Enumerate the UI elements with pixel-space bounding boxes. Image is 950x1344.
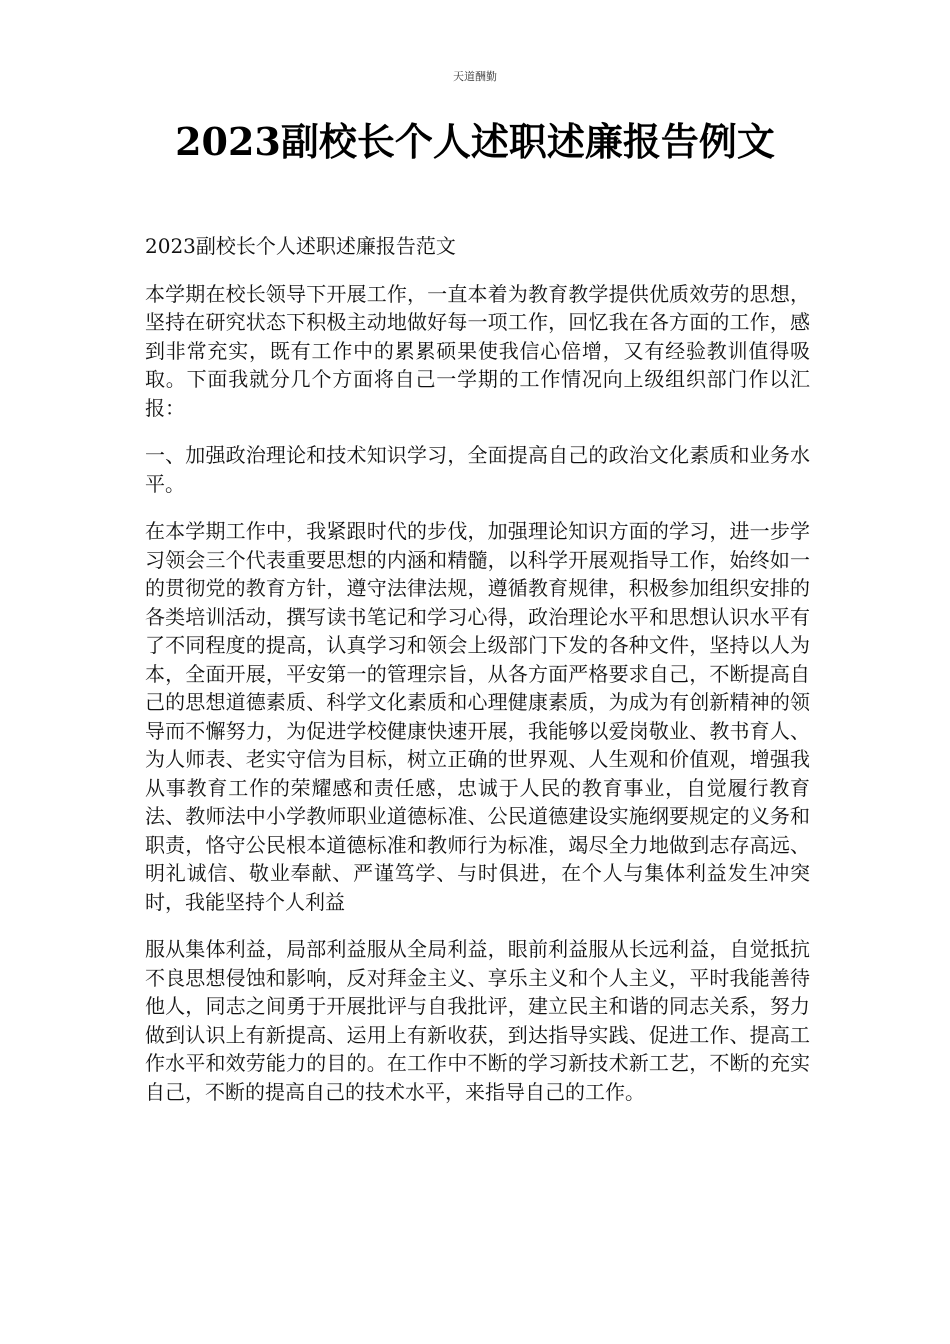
body-paragraph: 服从集体利益，局部利益服从全局利益，眼前利益服从长远利益，自觉抵抗不良思想侵蚀和影响，反对拜金主义、享乐主义和个人主义，平时我能善待他人，同志之间勇于开展批评与自我批评，建立民主和谐的同志关系，努力做到认识上有新提高、运用上有新收获，到达指导实践、促进工作、提高工作水平和效劳能力的目的。在工作中不断的学习新技术新工艺，不断的充实自己，不断的提高自己的技术水平，来指导自己的工作。 [145,937,810,1104]
intro-paragraph: 本学期在校长领导下开展工作，一直本着为教育教学提供优质效劳的思想，坚持在研究状态下积极主动地做好每一项工作，回忆我在各方面的工作，感到非常充实，既有工作中的累累硕果使我信心倍增，又有经验教训值得吸取。下面我就分几个方面将自己一学期的工作情况向上级组织部门作以汇报： [145,281,810,420]
section-heading-paragraph: 一、加强政治理论和技术知识学习，全面提高自己的政治文化素质和业务水平。 [145,443,810,496]
body-paragraph: 在本学期工作中，我紧跟时代的步伐，加强理论知识方面的学习，进一步学习领会三个代表重要思想的内涵和精髓，以科学开展观指导工作，始终如一的贯彻党的教育方针，遵守法律法规，遵循教育规律，积极参加组织安排的各类培训活动，撰写读书笔记和学习心得，政治理论水平和思想认识水平有了不同程度的提高，认真学习和领会上级部门下发的各种文件，坚持以人为本，全面开展，平安第一的管理宗旨，从各方面严格要求自己，不断提高自己的思想道德素质、科学文化素质和心理健康素质，为成为有创新精神的领导而不懈努力，为促进学校健康快速开展，我能够以爱岗敬业、教书育人、为人师表、老实守信为目标，树立正确的世界观、人生观和价值观，增强我从事教育工作的荣耀感和责任感，忠诚于人民的教育事业，自觉履行教育法、教师法中小学教师职业道德标准、公民道德建设实施纲要规定的义务和职责，恪守公民根本道德标准和教师行为标准，竭尽全力地做到志存高远、明礼诚信、敬业奉献、严谨笃学、与时俱进，在个人与集体利益发生冲突时，我能坚持个人利益 [145,519,810,914]
subtitle-paragraph: 2023副校长个人述职述廉报告范文 [145,234,456,258]
document-title: 2023副校长个人述职述廉报告例文 [175,119,775,164]
document-body [145,232,810,1125]
page-header: 天道酬勤 [453,70,497,83]
